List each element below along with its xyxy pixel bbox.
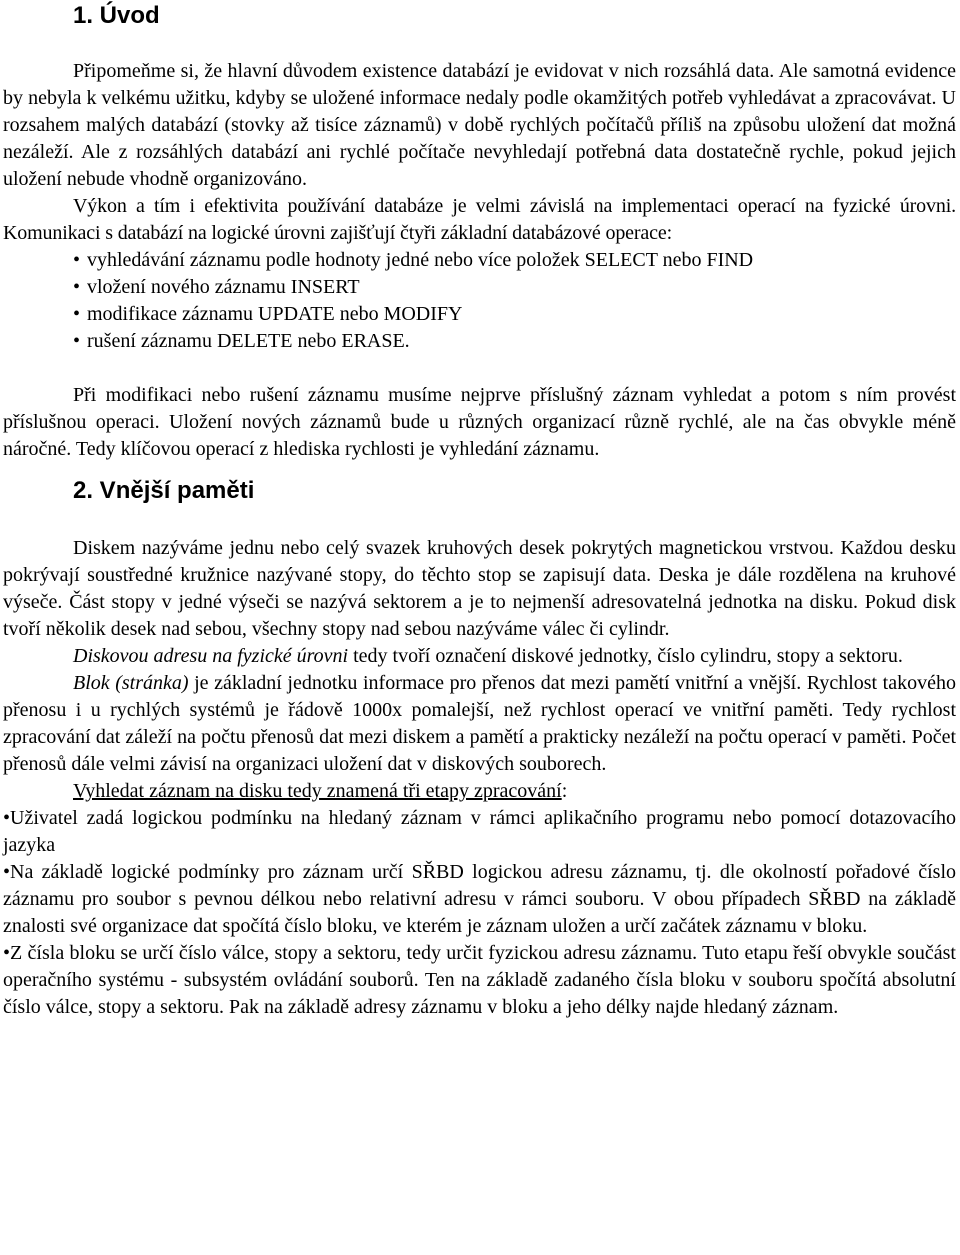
- block-description: je základní jednotku informace pro přenos dat mezi pamětí vnitřní a vnější. Rychlost takového přenosu i u rychlých systémů je řádově 1000x pomalejší, než rychlost operací ve vnitřní paměti. Tedy rychlost zpracování dat záleží na počtu přenosů dat mezi diskem a pamětí a prakticky nezáleží na počtu operací v paměti. Počet přenosů dále velmi závisí na organizaci uložení dat v diskových souborech.: [3, 672, 956, 775]
- section-2-paragraph-3: [3, 670, 956, 778]
- section-2-heading: 2. Vnější paměti: [73, 477, 255, 504]
- list-item: [3, 940, 956, 1021]
- bullet-icon: •: [3, 807, 11, 829]
- step-text: Uživatel zadá logickou podmínku na hledaný záznam v rámci aplikačního programu nebo pomocí dotazovacího jazyka: [3, 807, 956, 856]
- spacer: [3, 355, 956, 382]
- section-1-paragraph-2: Výkon a tím i efektivita používání databáze je velmi závislá na implementaci operací na fyzické úrovni. Komunikaci s databází na logické úrovni zajišťují čtyři základní databázové operace:: [3, 195, 956, 244]
- steps-intro-text: Vyhledat záznam na disku tedy znamená tři etapy zpracování: [73, 780, 562, 802]
- block-term: Blok (stránka): [73, 672, 189, 694]
- disk-address-description: tedy tvoří označení diskové jednotky, číslo cylindru, stopy a sektoru.: [348, 645, 903, 667]
- search-steps-list: [3, 805, 956, 1021]
- bullet-icon: •: [3, 861, 11, 883]
- step-text: Z čísla bloku se určí číslo válce, stopy a sektoru, tedy určit fyzickou adresu záznamu. Tuto etapu řeší obvykle součást operačního systému - subsystém ovládání souborů. Ten na základě zadaného čísla bloku v souboru spočítá absolutní číslo válce, stopy a sektoru. Pak na základě adresy záznamu v bloku a jeho délky najde hledaný záznam.: [3, 942, 956, 1018]
- section-2-paragraph-1: Diskem nazýváme jednu nebo celý svazek kruhových desek pokrytých magnetickou vrstvou. Každou desku pokrývají soustředné kružnice nazývané stopy, do těchto stop se zapisují data. Deska je dále rozdělena na kruhové výseče. Část stopy v jedné výseči se nazývá sektorem a je to nejmenší adresovatelná jednotka na disku. Pokud disk tvoří několik desek nad sebou, všechny stopy nad sebou nazýváme válec či cylindr.: [3, 537, 956, 640]
- section-1-paragraph-3: Při modifikaci nebo rušení záznamu musíme nejprve příslušný záznam vyhledat a potom s ním provést příslušnou operaci. Uložení nových záznamů bude u různých organizací různě rychlé, ale na čas obvykle méně náročné. Tedy klíčovou operací z hlediska rychlosti je vyhledání záznamu.: [3, 384, 956, 460]
- steps-intro-colon: :: [561, 780, 568, 802]
- step-text: Na základě logické podmínky pro záznam určí SŘBD logickou adresu záznamu, tj. dle okolností pořadové číslo záznamu pro soubor s pevnou délkou nebo relativní adresu v rámci souboru. V obou případech SŘBD na základě znalosti své organizace dat spočítá číslo bloku, ve kterém je záznam uložen a určí začátek záznamu v bloku.: [3, 861, 956, 937]
- list-item: • modifikace záznamu UPDATE nebo MODIFY: [73, 301, 956, 328]
- section-1-heading: 1. Úvod: [73, 2, 160, 29]
- database-operations-list: [3, 247, 956, 355]
- section-1-paragraph-1: Připomeňme si, že hlavní důvodem existence databází je evidovat v nich rozsáhlá data. Ale samotná evidence by nebyla k velkému užitku, kdyby se uložené informace nedaly podle okamžitých potřeb vyhledávat a zpracovávat. U rozsahem malých databází (stovky až tisíce záznamů) v době rychlých počítačů příliš na způsobu uložení dat možná nezáleží. Ale z rozsáhlých databází ani rychlé počítače nevyhledají potřebná data dostatečně rychle, pokud jejich uložení nebude vhodně organizováno.: [3, 60, 956, 190]
- bullet-icon: •: [3, 942, 11, 964]
- list-item: [3, 805, 956, 859]
- steps-intro: [3, 778, 956, 805]
- list-item: [3, 859, 956, 940]
- list-item: • vložení nového záznamu INSERT: [73, 274, 956, 301]
- list-item: • vyhledávání záznamu podle hodnoty jedné nebo více položek SELECT nebo FIND: [73, 247, 956, 274]
- section-2-paragraph-2: [3, 643, 956, 670]
- disk-address-term: Diskovou adresu na fyzické úrovni: [73, 645, 349, 667]
- list-item: • rušení záznamu DELETE nebo ERASE.: [73, 328, 956, 355]
